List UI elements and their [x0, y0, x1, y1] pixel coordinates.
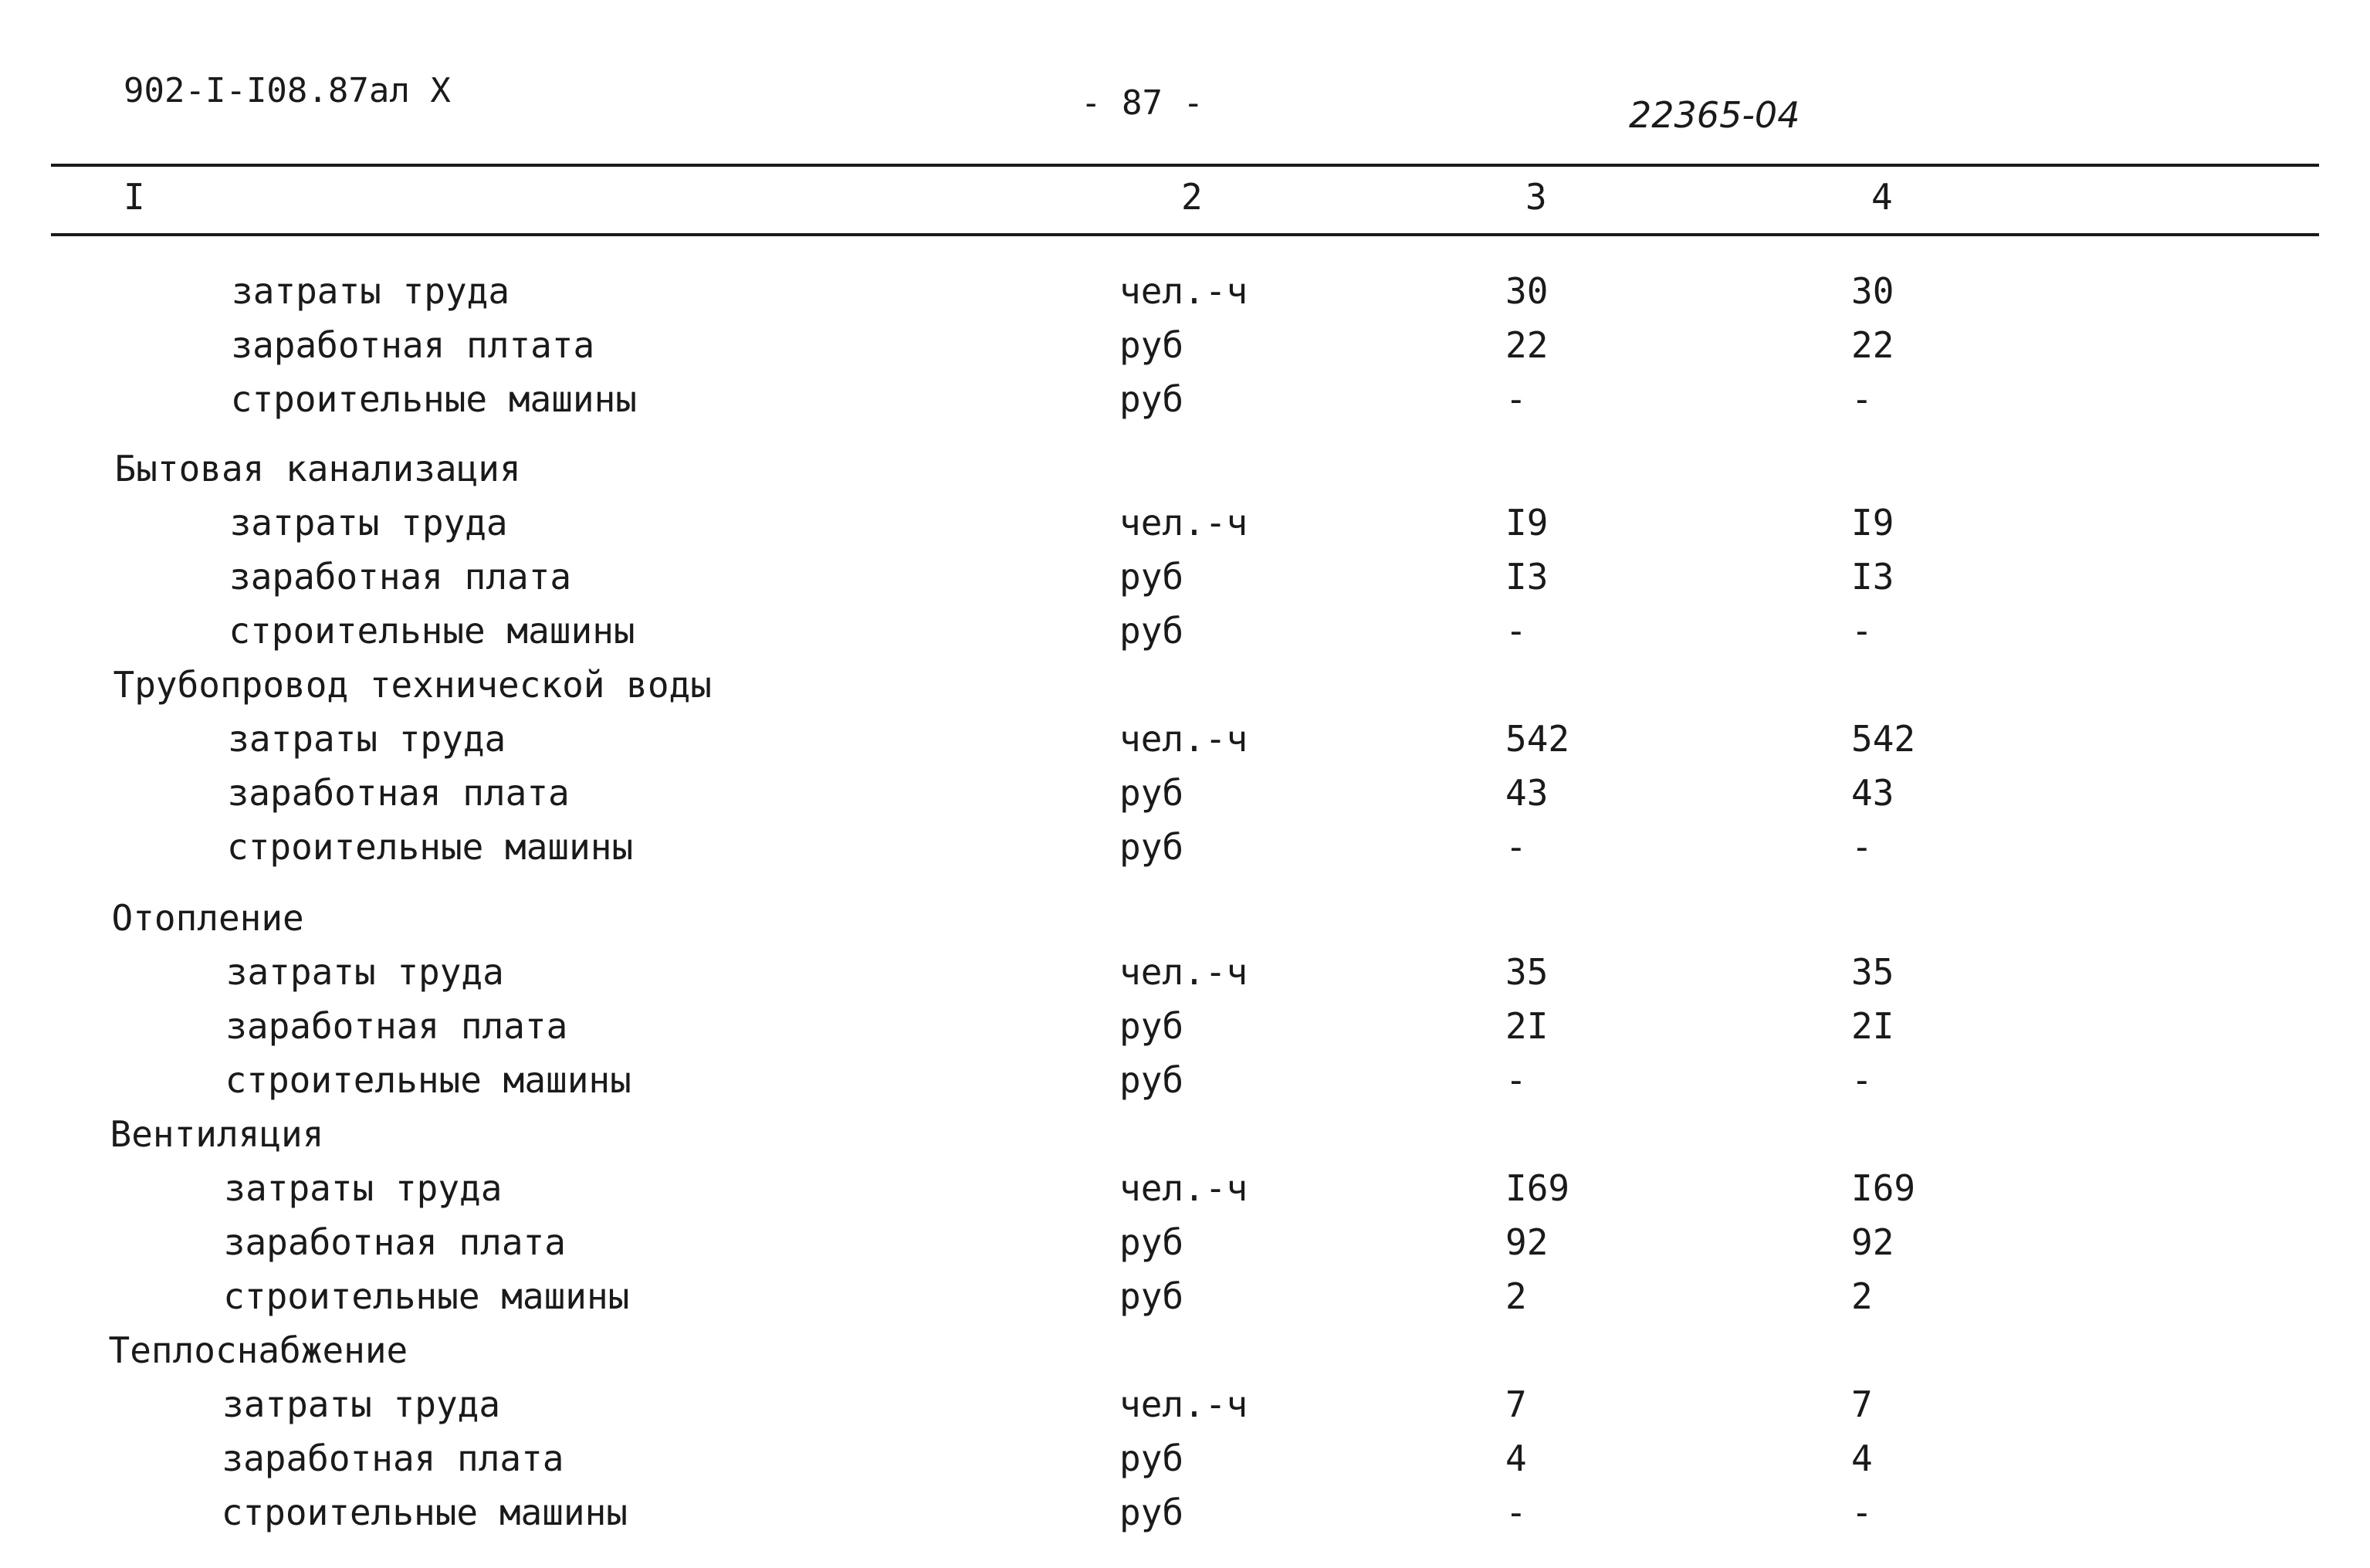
- row-unit: руб: [1119, 772, 1184, 814]
- table-row: [0, 324, 2370, 371]
- row-label: строительные машины: [229, 610, 635, 652]
- column-header-3: 3: [1525, 176, 1547, 218]
- column-header-4: 4: [1871, 176, 1893, 218]
- row-label: строительные машины: [230, 378, 637, 420]
- row-value-col4: -: [1851, 610, 1873, 652]
- row-value-col3: 7: [1505, 1383, 1527, 1425]
- row-label: затраты труда: [232, 270, 510, 312]
- row-value-col3: 92: [1505, 1221, 1549, 1263]
- section-title: Трубопровод технической воды: [113, 664, 712, 706]
- row-unit: руб: [1119, 1221, 1184, 1263]
- row-unit: чел.-ч: [1119, 502, 1248, 544]
- row-value-col4: 43: [1851, 772, 1894, 814]
- row-label: заработная плата: [229, 556, 572, 598]
- row-label: строительные машины: [221, 1492, 628, 1533]
- row-value-col4: I69: [1851, 1167, 1916, 1209]
- row-value-col3: I9: [1505, 502, 1549, 544]
- row-label: строительные машины: [227, 826, 634, 868]
- table-row: [0, 718, 2370, 764]
- row-value-col4: -: [1851, 378, 1873, 420]
- table-row: [0, 378, 2370, 425]
- row-label: затраты труда: [228, 718, 506, 760]
- row-unit: чел.-ч: [1119, 718, 1248, 760]
- row-value-col4: 4: [1851, 1438, 1873, 1479]
- row-value-col4: I3: [1851, 556, 1894, 598]
- row-label: строительные машины: [225, 1059, 631, 1101]
- row-value-col3: 4: [1505, 1438, 1527, 1479]
- row-label: затраты труда: [229, 502, 508, 544]
- table-row: [0, 1167, 2370, 1214]
- row-unit: руб: [1119, 1059, 1184, 1101]
- row-unit: чел.-ч: [1119, 951, 1248, 993]
- row-value-col4: 7: [1851, 1383, 1873, 1425]
- row-unit: руб: [1119, 826, 1184, 868]
- row-value-col4: 35: [1851, 951, 1894, 993]
- row-unit: руб: [1119, 1492, 1184, 1533]
- section-title: Вентиляция: [110, 1113, 324, 1155]
- row-value-col4: 2: [1851, 1275, 1873, 1317]
- row-unit: руб: [1119, 610, 1184, 652]
- table-row: [0, 1492, 2370, 1538]
- row-value-col4: -: [1851, 826, 1873, 868]
- row-unit: чел.-ч: [1119, 1167, 1248, 1209]
- row-label: заработная плата: [223, 1221, 566, 1263]
- row-value-col3: 542: [1505, 718, 1570, 760]
- row-label: строительные машины: [223, 1275, 630, 1317]
- row-unit: руб: [1119, 1005, 1184, 1047]
- section-title: Теплоснабжение: [108, 1329, 408, 1371]
- table-row: [0, 610, 2370, 656]
- row-value-col4: 22: [1851, 324, 1894, 366]
- row-value-col4: -: [1851, 1059, 1873, 1101]
- row-value-col3: -: [1505, 1059, 1527, 1101]
- row-unit: руб: [1119, 1275, 1184, 1317]
- row-label: заработная плата: [227, 772, 570, 814]
- table-row: [0, 826, 2370, 872]
- row-label: затраты труда: [222, 1383, 501, 1425]
- row-value-col3: I69: [1505, 1167, 1570, 1209]
- row-label: заработная плата: [222, 1438, 564, 1479]
- row-value-col3: 43: [1505, 772, 1549, 814]
- row-value-col4: 2I: [1851, 1005, 1894, 1047]
- row-value-col3: 2: [1505, 1275, 1527, 1317]
- table-row: [0, 270, 2370, 317]
- row-unit: руб: [1119, 324, 1184, 366]
- row-unit: руб: [1119, 556, 1184, 598]
- page-number: - 87 -: [1081, 83, 1204, 123]
- row-value-col3: 22: [1505, 324, 1549, 366]
- row-unit: чел.-ч: [1119, 270, 1248, 312]
- column-header-2: 2: [1181, 176, 1203, 218]
- table-row: [0, 1438, 2370, 1484]
- table-row: [0, 1383, 2370, 1430]
- row-value-col4: 30: [1851, 270, 1894, 312]
- table-row: [0, 556, 2370, 602]
- row-value-col3: -: [1505, 1492, 1527, 1533]
- row-label: заработная плата: [225, 1005, 568, 1047]
- row-value-col4: 542: [1851, 718, 1916, 760]
- document-code: 902-I-I08.87ал X: [124, 71, 451, 110]
- row-value-col3: -: [1505, 826, 1527, 868]
- table-row: [0, 951, 2370, 997]
- table-row: [0, 1059, 2370, 1106]
- row-value-col3: I3: [1505, 556, 1549, 598]
- row-unit: руб: [1119, 378, 1184, 420]
- row-unit: чел.-ч: [1119, 1383, 1248, 1425]
- table-row: [0, 502, 2370, 548]
- row-label: затраты труда: [224, 1167, 503, 1209]
- row-value-col4: 92: [1851, 1221, 1894, 1263]
- table-row: [0, 1221, 2370, 1268]
- table-row: [0, 772, 2370, 818]
- table-row: [0, 1275, 2370, 1322]
- row-label: затраты труда: [225, 951, 504, 993]
- row-label: заработная плтата: [231, 324, 595, 366]
- row-value-col3: -: [1505, 610, 1527, 652]
- row-value-col3: 35: [1505, 951, 1549, 993]
- row-value-col3: 2I: [1505, 1005, 1549, 1047]
- row-value-col3: -: [1505, 378, 1527, 420]
- section-title: Отопление: [111, 897, 304, 939]
- sheet-code: 22365-04: [1629, 94, 1800, 136]
- section-title: Бытовая канализация: [114, 448, 521, 489]
- table-row: [0, 1005, 2370, 1052]
- row-value-col4: I9: [1851, 502, 1894, 544]
- column-header-1: I: [124, 176, 145, 218]
- row-value-col4: -: [1851, 1492, 1873, 1533]
- row-value-col3: 30: [1505, 270, 1549, 312]
- row-unit: руб: [1119, 1438, 1184, 1479]
